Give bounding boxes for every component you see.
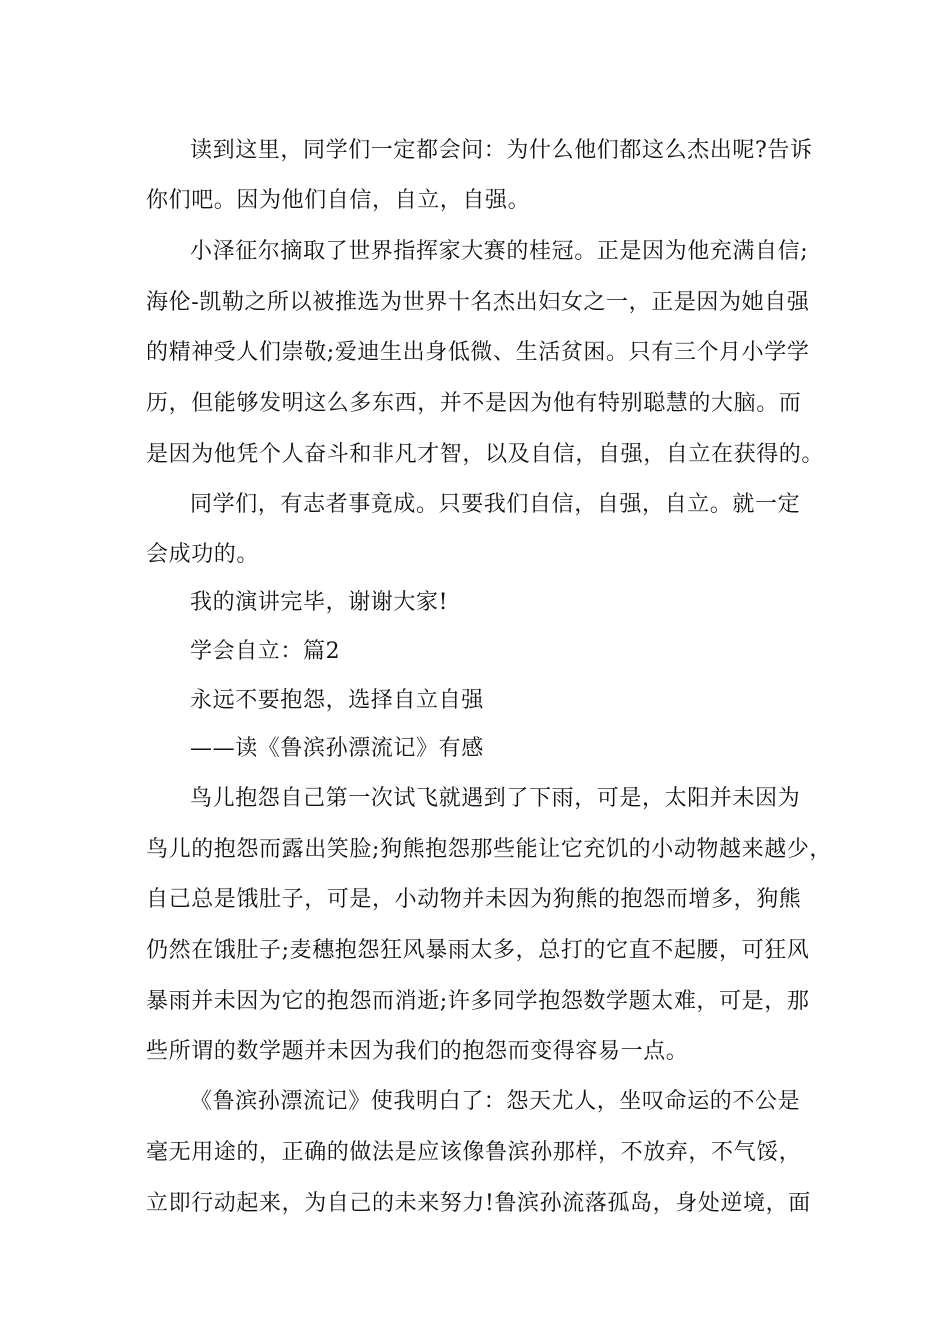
- text-line: 我的演讲完毕，谢谢大家!: [190, 590, 449, 615]
- text-line: 同学们，有志者事竟成。只要我们自信，自强，自立。就一定: [190, 492, 801, 517]
- text-line: 暴雨并未因为它的抱怨而消逝;许多同学抱怨数学题太难，可是，那: [146, 989, 810, 1014]
- text-line: 海伦-凯勒之所以被推选为世界十名杰出妇女之一，正是因为她自强: [146, 290, 810, 315]
- section-heading: 学会自立：篇2: [190, 639, 341, 664]
- text-line: 些所谓的数学题并未因为我们的抱怨而变得容易一点。: [146, 1039, 689, 1064]
- essay-subtitle: ——读《鲁滨孙漂流记》有感: [190, 736, 484, 761]
- text-line: 毫无用途的，正确的做法是应该像鲁滨孙那样，不放弃，不气馁，: [146, 1140, 802, 1165]
- text-line: 小泽征尔摘取了世界指挥家大赛的桂冠。正是因为他充满自信;: [190, 239, 809, 264]
- text-line: 立即行动起来，为自己的未来努力!鲁滨孙流落孤岛，身处逆境，面: [146, 1191, 811, 1216]
- text-line: 读到这里，同学们一定都会问：为什么他们都这么杰出呢?告诉: [190, 138, 813, 163]
- text-line: 是因为他凭个人奋斗和非凡才智，以及自信，自强，自立在获得的。: [146, 442, 825, 467]
- text-line: 你们吧。因为他们自信，自立，自强。: [146, 188, 531, 213]
- text-line: 仍然在饿肚子;麦穗抱怨狂风暴雨太多，总打的它直不起腰，可狂风: [146, 938, 810, 963]
- text-line: 的精神受人们崇敬;爱迪生出身低微、生活贫困。只有三个月小学学: [146, 340, 810, 365]
- text-line: 鸟儿抱怨自己第一次试飞就遇到了下雨，可是，太阳并未因为: [190, 786, 801, 811]
- text-line: 鸟儿的抱怨而露出笑脸;狗熊抱怨那些能让它充饥的小动物越来越少，: [146, 837, 833, 862]
- text-line: 历，但能够发明这么多东西，并不是因为他有特别聪慧的大脑。而: [146, 391, 802, 416]
- text-line: 会成功的。: [146, 542, 260, 567]
- essay-title: 永远不要抱怨，选择自立自强: [190, 688, 484, 713]
- text-line: 《鲁滨孙漂流记》使我明白了：怨天尤人，坐叹命运的不公是: [190, 1089, 801, 1114]
- text-line: 自己总是饿肚子，可是，小动物并未因为狗熊的抱怨而增多，狗熊: [146, 887, 802, 912]
